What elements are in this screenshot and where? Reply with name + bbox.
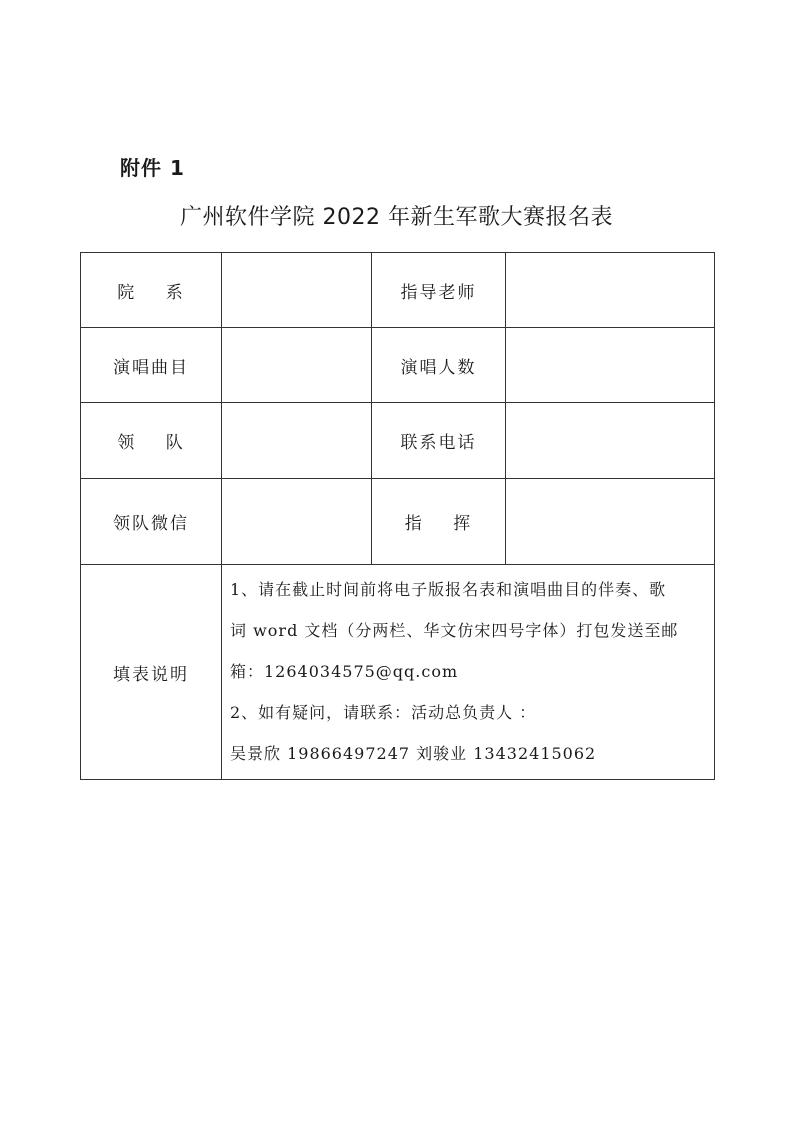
wechat-input-cell[interactable]: [222, 479, 372, 565]
attachment-label: 附件 1: [120, 156, 185, 180]
page-title: 广州软件学院 2022 年新生军歌大赛报名表: [180, 205, 613, 230]
instructor-input-cell[interactable]: [506, 253, 715, 328]
instructor-label: 指导老师: [372, 253, 506, 328]
song-label: 演唱曲目: [81, 328, 222, 403]
form-row-wechat: [81, 479, 715, 565]
notes-line: 箱：1264034575@qq.com: [230, 662, 459, 681]
conductor-label: 指 挥: [372, 479, 506, 565]
song-input-cell[interactable]: [222, 328, 372, 403]
form-row-department: [81, 253, 715, 328]
notes-label: 填表说明: [81, 565, 222, 780]
wechat-label: 领队微信: [81, 479, 222, 565]
notes-line: 吴景欣 19866497247 刘骏业 13432415062: [230, 744, 597, 763]
department-label: 院 系: [81, 253, 222, 328]
phone-input-cell[interactable]: [506, 403, 715, 479]
phone-label: 联系电话: [372, 403, 506, 479]
form-row-leader: [81, 403, 715, 479]
leader-input-cell[interactable]: [222, 403, 372, 479]
performers-input-cell[interactable]: [506, 328, 715, 403]
form-row-song: [81, 328, 715, 403]
registration-form-table: [80, 252, 715, 780]
form-row-notes: [81, 565, 715, 780]
leader-label: 领 队: [81, 403, 222, 479]
performers-label: 演唱人数: [372, 328, 506, 403]
notes-line: 词 word 文档（分两栏、华文仿宋四号字体）打包发送至邮: [230, 621, 679, 640]
department-input-cell[interactable]: [222, 253, 372, 328]
notes-line: 1、请在截止时间前将电子版报名表和演唱曲目的伴奏、歌: [230, 580, 667, 599]
notes-content: [222, 565, 715, 780]
notes-line: 2、如有疑问，请联系：活动总负责人 ：: [230, 703, 537, 722]
conductor-input-cell[interactable]: [506, 479, 715, 565]
